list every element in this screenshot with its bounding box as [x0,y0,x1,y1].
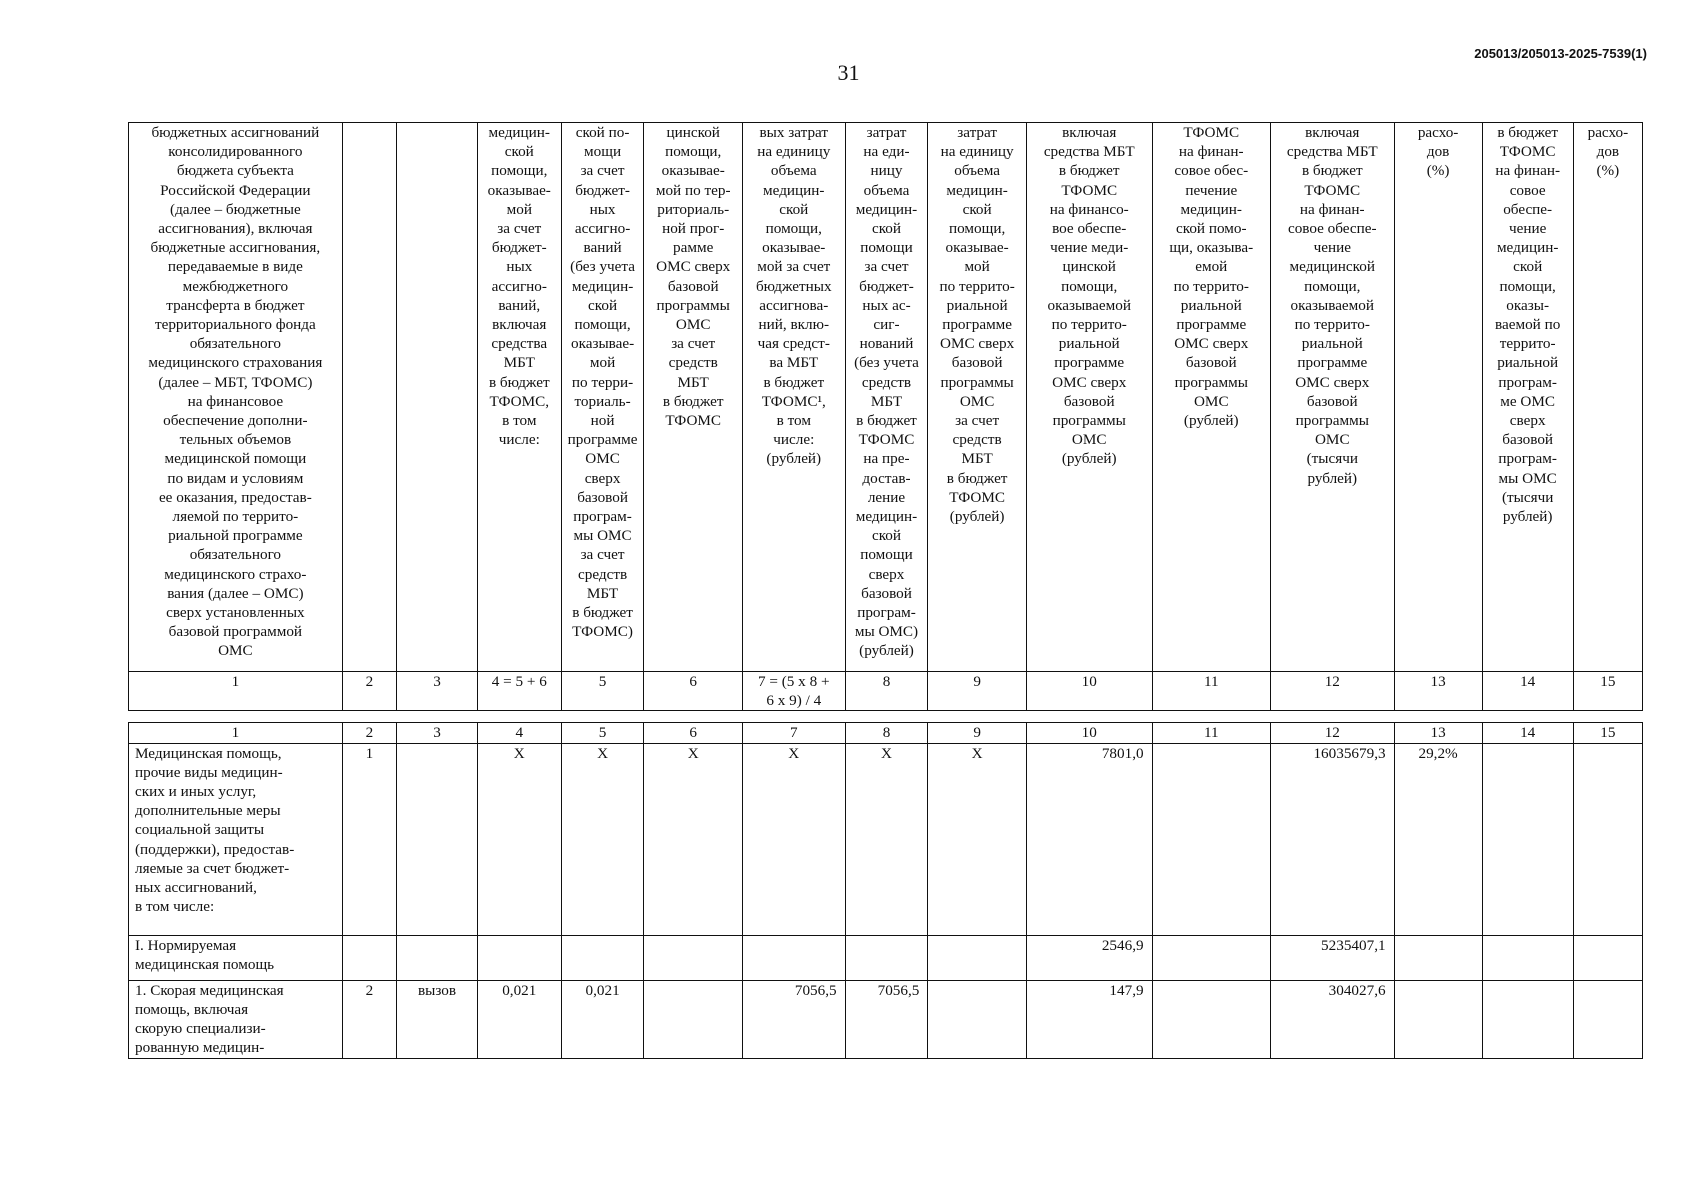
table-separator [129,711,1643,723]
table-cell [644,935,742,980]
table-cell [1573,935,1642,980]
table-cell: Х [928,743,1026,935]
row-label: Медицинская помощь, прочие виды медицин- ских и иных услуг, дополнительные меры социальной защиты (поддержки), предостав- ляемые за счет бюджет- ных ассигнований, в том числе: [129,743,343,935]
header-cell: расхо- дов (%) [1394,123,1482,672]
table-cell: 0,021 [477,980,561,1058]
table-cell [1152,980,1270,1058]
header-cell: ской по- мощи за счет бюджет- ных ассигно- ваний (без учета медицин- ской помощи, оказывае- мой по терри- ториаль- ной программе ОМС сверх базовой програм- мы ОМС за счет средств МБТ в бюджет ТФОМС) [561,123,644,672]
formula-cell: 6 [644,672,742,711]
index-cell: 12 [1270,723,1394,743]
header-cell: расхо- дов (%) [1573,123,1642,672]
table-cell [928,935,1026,980]
table-row [129,743,1643,935]
header-cell: в бюджет ТФОМС на финан- совое обеспе- чение медицин- ской помощи, оказы- ваемой по террито- риальной програм- ме ОМС сверх базовой програм- мы ОМС (тысячи рублей) [1482,123,1573,672]
formula-row [129,672,1643,711]
table-cell [1394,935,1482,980]
formula-cell: 13 [1394,672,1482,711]
index-cell: 1 [129,723,343,743]
header-cell: вых затрат на единицу объема медицин- ской помощи, оказывае- мой за счет бюджетных ассигнова- ний, вклю- чая средст- ва МБТ в бюджет ТФОМС¹, в том числе: (рублей) [742,123,845,672]
header-cell: бюджетных ассигнований консолидированного бюджета субъекта Российской Федерации (далее – бюджетные ассигнования), включая бюджетные ассигнования, передаваемые в виде межбюджетного трансферта в бюджет территориального фонда обязательного медицинского страхования (далее – МБТ, ТФОМС) на финансовое обеспечение дополни- тельных объемов медицинской помощи по видам и условиям ее оказания, предостав- ляемой по террито- риальной программе обязательного медицинского страхо- вания (далее – ОМС) сверх установленных базовой программой ОМС [129,123,343,672]
formula-cell: 1 [129,672,343,711]
index-cell: 13 [1394,723,1482,743]
table-cell [742,935,845,980]
index-row [129,723,1643,743]
formula-cell: 8 [845,672,928,711]
table-cell [1482,935,1573,980]
document-id: 205013/205013-2025-7539(1) [1474,46,1647,61]
header-row [129,123,1643,672]
header-cell [397,123,478,672]
table-cell [1573,743,1642,935]
table-cell [477,935,561,980]
formula-cell: 3 [397,672,478,711]
table-cell [1482,980,1573,1058]
index-cell: 11 [1152,723,1270,743]
header-cell: включая средства МБТ в бюджет ТФОМС на финан- совое обеспе- чение медицинской помощи, оказываемой по террито- риальной программе ОМС сверх базовой программы ОМС (тысячи рублей) [1270,123,1394,672]
header-cell: затрат на еди- ницу объема медицин- ской помощи за счет бюджет- ных ас- сиг- нований (без учета средств МБТ в бюджет ТФОМС на пре- достав- ление медицин- ской помощи сверх базовой програм- мы ОМС) (рублей) [845,123,928,672]
formula-cell: 7 = (5 х 8 + 6 х 9) / 4 [742,672,845,711]
index-cell: 4 [477,723,561,743]
table-cell: 5235407,1 [1270,935,1394,980]
header-cell [342,123,396,672]
table-cell [397,743,478,935]
table-cell [1152,743,1270,935]
table-cell [342,935,396,980]
formula-cell: 15 [1573,672,1642,711]
formula-cell: 2 [342,672,396,711]
table-cell: 29,2% [1394,743,1482,935]
table-row [129,980,1643,1058]
index-cell: 6 [644,723,742,743]
table-cell: 7801,0 [1026,743,1152,935]
table-cell [1573,980,1642,1058]
table-cell: 1 [342,743,396,935]
table-cell: Х [477,743,561,935]
index-cell: 14 [1482,723,1573,743]
formula-cell: 10 [1026,672,1152,711]
formula-cell: 9 [928,672,1026,711]
table-cell [1394,980,1482,1058]
header-cell: цинской помощи, оказывае- мой по тер- риториаль- ной прог- рамме ОМС сверх базовой программы ОМС за счет средств МБТ в бюджет ТФОМС [644,123,742,672]
table-row [129,935,1643,980]
formula-cell: 5 [561,672,644,711]
table-cell [928,980,1026,1058]
table-cell: 2546,9 [1026,935,1152,980]
page-number: 31 [837,60,860,85]
table-cell: 7056,5 [742,980,845,1058]
formula-cell: 12 [1270,672,1394,711]
table-cell [845,935,928,980]
table-cell: Х [845,743,928,935]
table-cell: 7056,5 [845,980,928,1058]
index-cell: 9 [928,723,1026,743]
table-cell [561,935,644,980]
table-cell: 304027,6 [1270,980,1394,1058]
table-cell: вызов [397,980,478,1058]
index-cell: 8 [845,723,928,743]
financing-table [128,122,1643,1059]
table-cell: Х [561,743,644,935]
table-cell [1152,935,1270,980]
header-cell: ТФОМС на финан- совое обес- печение медицин- ской помо- щи, оказыва- емой по террито- риальной программе ОМС сверх базовой программы ОМС (рублей) [1152,123,1270,672]
table-cell: 147,9 [1026,980,1152,1058]
formula-cell: 14 [1482,672,1573,711]
index-cell: 10 [1026,723,1152,743]
table-cell: 0,021 [561,980,644,1058]
index-cell: 2 [342,723,396,743]
index-cell: 15 [1573,723,1642,743]
table-cell [1482,743,1573,935]
formula-cell: 4 = 5 + 6 [477,672,561,711]
row-label: I. Нормируемая медицинская помощь [129,935,343,980]
table-cell: Х [644,743,742,935]
index-cell: 5 [561,723,644,743]
table-cell [644,980,742,1058]
index-cell: 3 [397,723,478,743]
table-cell: 16035679,3 [1270,743,1394,935]
table-cell: 2 [342,980,396,1058]
formula-cell: 11 [1152,672,1270,711]
header-cell: медицин- ской помощи, оказывае- мой за счет бюджет- ных ассигно- ваний, включая средства МБТ в бюджет ТФОМС, в том числе: [477,123,561,672]
row-label: 1. Скорая медицинская помощь, включая скорую специализи- рованную медицин- [129,980,343,1058]
header-cell: затрат на единицу объема медицин- ской помощи, оказывае- мой по террито- риальной программе ОМС сверх базовой программы ОМС за счет средств МБТ в бюджет ТФОМС (рублей) [928,123,1026,672]
table-cell [397,935,478,980]
header-cell: включая средства МБТ в бюджет ТФОМС на финансо- вое обеспе- чение меди- цинской помощи, оказываемой по террито- риальной программе ОМС сверх базовой программы ОМС (рублей) [1026,123,1152,672]
index-cell: 7 [742,723,845,743]
table-cell: Х [742,743,845,935]
